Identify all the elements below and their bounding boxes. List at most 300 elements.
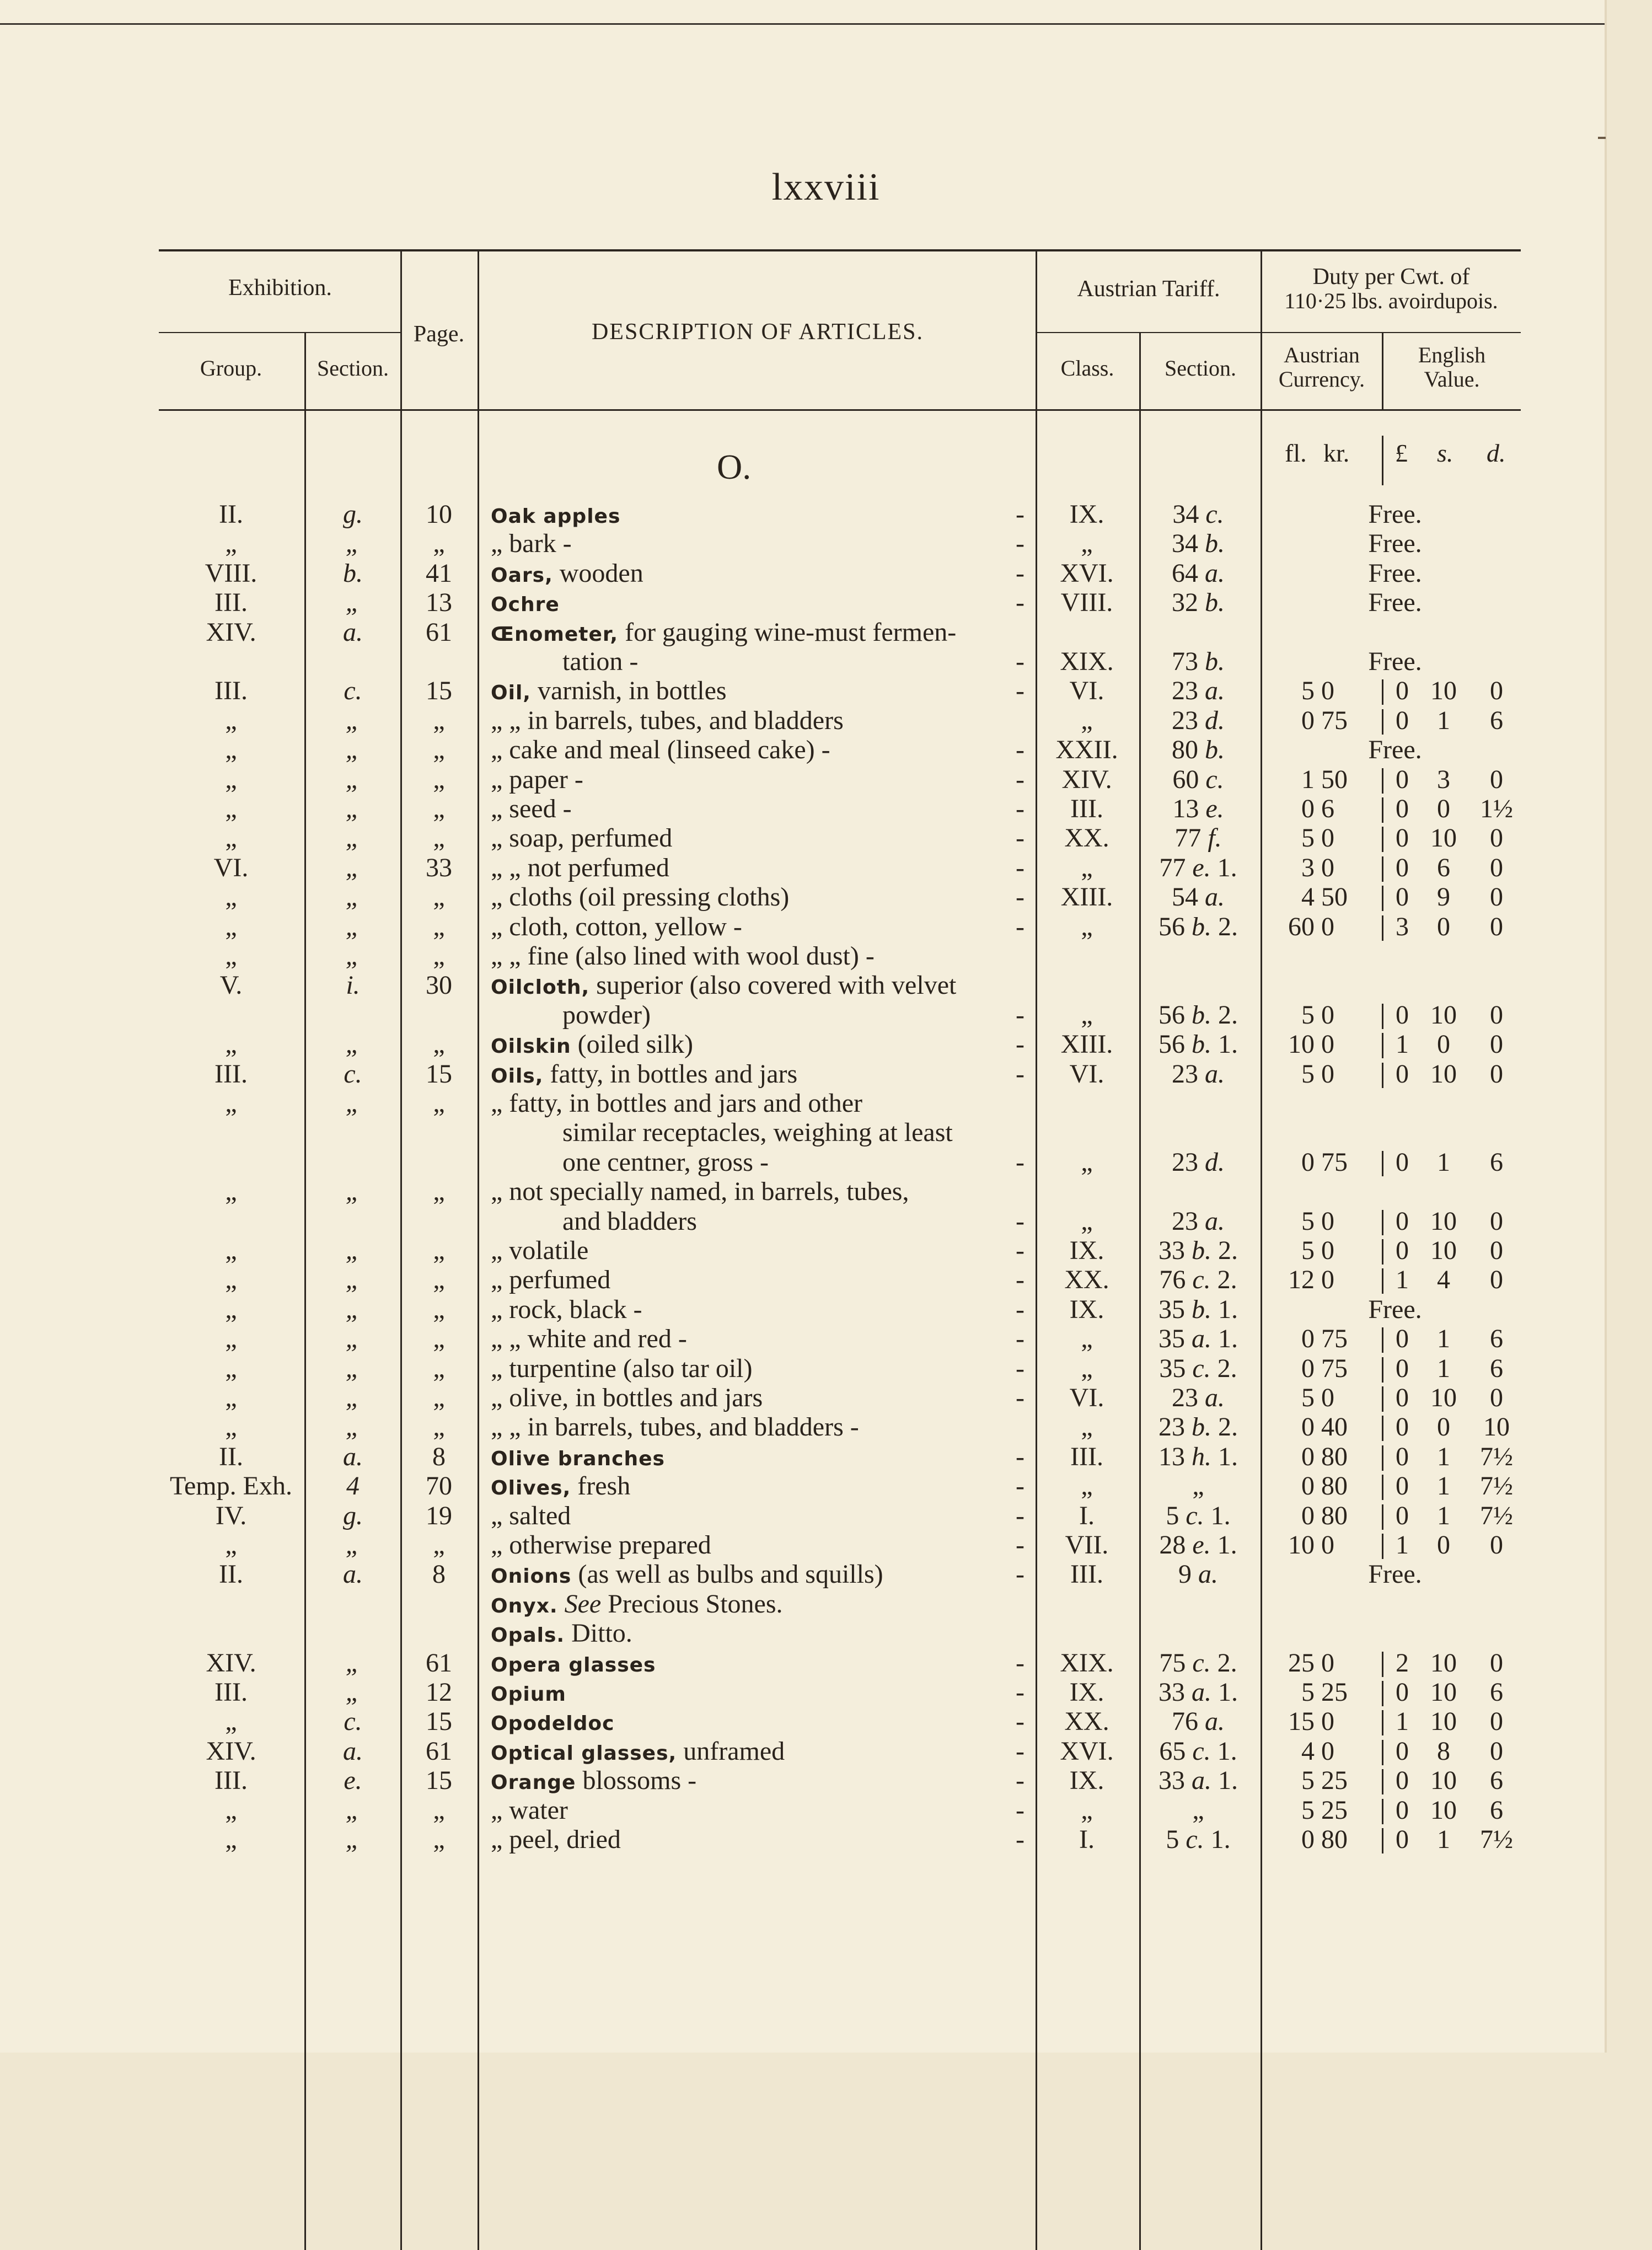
row-description bbox=[491, 1413, 1042, 1441]
leader-dashes: - bbox=[1016, 529, 1026, 559]
article-detail: „ „ in barrels, tubes, and bladders - bbox=[491, 1412, 859, 1442]
value-pence: 0 bbox=[1490, 882, 1503, 912]
row-page: „ bbox=[433, 941, 445, 971]
row-group: IV. bbox=[215, 1501, 247, 1530]
table-row bbox=[0, 1296, 1652, 1324]
value-pence: 0 bbox=[1490, 1236, 1503, 1265]
row-section: a. bbox=[343, 1560, 363, 1589]
currency-divider bbox=[1382, 915, 1383, 941]
row-group: V. bbox=[219, 971, 243, 1000]
duty-free-label: Free. bbox=[1368, 735, 1422, 765]
table-row bbox=[0, 736, 1652, 764]
row-tariff-section: 23 a. bbox=[1172, 1206, 1225, 1236]
row-class: IX. bbox=[1069, 500, 1104, 529]
table-row bbox=[0, 589, 1652, 617]
row-page: „ bbox=[433, 1265, 445, 1295]
row-group: „ bbox=[225, 1177, 237, 1207]
row-tariff-section: 33 a. 1. bbox=[1158, 1766, 1238, 1796]
header-class: Class. bbox=[1060, 356, 1114, 381]
duty-free-label: Free. bbox=[1368, 500, 1422, 529]
duty-subrule bbox=[1262, 332, 1521, 333]
table-row bbox=[0, 1413, 1652, 1441]
row-tariff-section: 23 d. bbox=[1172, 705, 1225, 735]
leader-dashes: - bbox=[1016, 764, 1026, 794]
row-group: „ bbox=[225, 705, 237, 735]
leader-dashes: - bbox=[1016, 823, 1026, 853]
row-page: „ bbox=[433, 1383, 445, 1412]
duty-florins: 0 bbox=[1301, 1353, 1315, 1383]
article-detail: for gauging wine-must fermen- bbox=[625, 617, 957, 647]
duty-florins: 5 bbox=[1301, 1000, 1315, 1030]
value-shillings: 1 bbox=[1437, 705, 1450, 735]
header-duty-line1: Duty per Cwt. of bbox=[1312, 264, 1470, 290]
row-section: „ bbox=[345, 912, 361, 941]
row-section: „ bbox=[345, 823, 361, 853]
duty-free-label: Free. bbox=[1368, 558, 1422, 588]
row-group: „ bbox=[225, 529, 237, 559]
row-page: „ bbox=[433, 1530, 445, 1560]
row-section: „ bbox=[345, 1648, 361, 1678]
row-page: 15 bbox=[426, 676, 452, 706]
currency-divider bbox=[1382, 768, 1383, 794]
article-name: Opium bbox=[491, 1683, 566, 1706]
leader-dashes: - bbox=[1016, 1825, 1026, 1854]
table-row bbox=[0, 1325, 1652, 1353]
currency-divider bbox=[1382, 679, 1383, 705]
currency-divider bbox=[1382, 1445, 1383, 1471]
duty-florins: 5 bbox=[1301, 823, 1315, 853]
value-shillings: 10 bbox=[1430, 1206, 1457, 1236]
article-detail: varnish, in bottles bbox=[537, 676, 727, 706]
row-class: I. bbox=[1079, 1825, 1095, 1854]
article-detail: „ perfumed bbox=[491, 1265, 611, 1295]
leader-dashes: - bbox=[1016, 1707, 1026, 1737]
value-pounds: 1 bbox=[1396, 1265, 1409, 1295]
value-shillings: 10 bbox=[1430, 1795, 1457, 1825]
row-page: „ bbox=[433, 912, 445, 941]
value-pence: 6 bbox=[1490, 1766, 1503, 1796]
row-class: „ bbox=[1081, 1412, 1093, 1442]
leader-dashes: - bbox=[1016, 853, 1026, 882]
row-section: „ bbox=[345, 1177, 361, 1207]
article-detail: (as well as bulbs and squills) bbox=[578, 1560, 883, 1589]
value-pounds: 0 bbox=[1396, 823, 1409, 853]
article-name: Opodeldoc bbox=[491, 1712, 615, 1735]
row-page: 70 bbox=[426, 1471, 452, 1501]
header-page: Page. bbox=[413, 322, 465, 347]
value-shillings: 10 bbox=[1430, 1707, 1457, 1737]
value-pounds: 1 bbox=[1396, 1530, 1409, 1560]
row-section: „ bbox=[345, 1030, 361, 1059]
header-group: Group. bbox=[200, 356, 262, 381]
leader-dashes: - bbox=[1016, 1736, 1026, 1766]
value-shillings: 10 bbox=[1430, 1059, 1457, 1089]
table-row bbox=[0, 913, 1652, 941]
table-row bbox=[0, 1031, 1652, 1058]
row-tariff-section: 76 a. bbox=[1172, 1707, 1225, 1737]
row-group: „ bbox=[225, 1412, 237, 1442]
value-pounds: 0 bbox=[1396, 1678, 1409, 1707]
value-pence: 10 bbox=[1483, 1412, 1510, 1442]
table-row bbox=[0, 1090, 1652, 1117]
row-class: XIII. bbox=[1060, 1030, 1113, 1059]
duty-florins: 4 bbox=[1301, 1736, 1315, 1766]
table-row bbox=[0, 1649, 1652, 1677]
row-tariff-section: 5 c. 1. bbox=[1166, 1825, 1231, 1854]
currency-divider bbox=[1382, 709, 1383, 735]
leader-dashes: - bbox=[1016, 1560, 1026, 1589]
value-pounds: 0 bbox=[1396, 1795, 1409, 1825]
table-row bbox=[0, 560, 1652, 587]
row-section: a. bbox=[343, 1442, 363, 1471]
row-group: III. bbox=[214, 1766, 248, 1796]
duty-kreuzer: 0 bbox=[1321, 1736, 1334, 1766]
duty-kreuzer: 25 bbox=[1321, 1795, 1348, 1825]
unit-shillings: s. bbox=[1437, 439, 1453, 467]
row-tariff-section: 23 b. 2. bbox=[1158, 1412, 1238, 1442]
row-tariff-section: 35 c. 2. bbox=[1159, 1353, 1237, 1383]
value-shillings: 8 bbox=[1437, 1736, 1450, 1766]
row-section: c. bbox=[344, 676, 362, 706]
row-group: „ bbox=[225, 1795, 237, 1825]
row-page: 61 bbox=[426, 1736, 452, 1766]
row-page: 15 bbox=[426, 1707, 452, 1737]
row-class: VI. bbox=[1069, 1059, 1104, 1089]
leader-dashes: - bbox=[1016, 676, 1026, 706]
duty-free-label: Free. bbox=[1368, 647, 1422, 676]
row-group: „ bbox=[225, 1825, 237, 1854]
row-tariff-section: 9 a. bbox=[1178, 1560, 1218, 1589]
article-name: Oars, bbox=[491, 564, 553, 587]
leader-dashes: - bbox=[1016, 1648, 1026, 1678]
value-pence: 0 bbox=[1490, 853, 1503, 882]
duty-kreuzer: 0 bbox=[1321, 853, 1334, 882]
currency-divider bbox=[1382, 1769, 1383, 1794]
value-shillings: 6 bbox=[1437, 853, 1450, 882]
row-class: „ bbox=[1081, 1471, 1093, 1501]
article-detail: „ seed - bbox=[491, 794, 572, 823]
leader-dashes: - bbox=[1016, 1471, 1026, 1501]
currency-divider bbox=[1382, 1268, 1383, 1294]
leader-dashes: - bbox=[1016, 1442, 1026, 1471]
article-detail: „ fatty, in bottles and jars and other bbox=[491, 1089, 863, 1118]
row-tariff-section: 64 a. bbox=[1172, 558, 1225, 588]
row-section: „ bbox=[345, 1412, 361, 1442]
currency-divider bbox=[1382, 1828, 1383, 1853]
duty-kreuzer: 0 bbox=[1321, 912, 1334, 941]
row-tariff-section: 13 e. bbox=[1172, 794, 1224, 823]
row-section: „ bbox=[345, 1236, 361, 1265]
row-group: II. bbox=[219, 500, 243, 529]
duty-kreuzer: 0 bbox=[1321, 1000, 1334, 1030]
article-detail: one centner, gross - bbox=[562, 1147, 769, 1177]
value-shillings: 1 bbox=[1437, 1471, 1450, 1501]
duty-florins: 15 bbox=[1288, 1707, 1315, 1737]
duty-florins: 10 bbox=[1288, 1030, 1315, 1059]
row-class: XIII. bbox=[1060, 882, 1113, 912]
row-tariff-section: 65 c. 1. bbox=[1159, 1736, 1237, 1766]
row-class: III. bbox=[1070, 1442, 1103, 1471]
leader-dashes: - bbox=[1016, 1059, 1026, 1089]
value-pence: 0 bbox=[1490, 1265, 1503, 1295]
table-row bbox=[0, 795, 1652, 823]
leader-dashes: - bbox=[1016, 647, 1026, 676]
row-page: „ bbox=[433, 1030, 445, 1059]
row-section: „ bbox=[345, 529, 361, 559]
value-shillings: 0 bbox=[1437, 912, 1450, 941]
unit-pence: d. bbox=[1487, 439, 1506, 467]
duty-florins: 0 bbox=[1301, 1412, 1315, 1442]
duty-kreuzer: 0 bbox=[1321, 1059, 1334, 1089]
row-section: „ bbox=[345, 705, 361, 735]
table-row bbox=[0, 1443, 1652, 1471]
duty-free-label: Free. bbox=[1368, 588, 1422, 618]
row-page: 10 bbox=[426, 500, 452, 529]
value-pounds: 0 bbox=[1396, 1000, 1409, 1030]
value-pounds: 0 bbox=[1396, 1501, 1409, 1530]
value-pence: 6 bbox=[1490, 1147, 1503, 1177]
table-row bbox=[0, 766, 1652, 794]
row-page: „ bbox=[433, 1324, 445, 1354]
row-group: „ bbox=[225, 1265, 237, 1295]
table-row bbox=[0, 824, 1652, 852]
article-detail: „ bark - bbox=[491, 529, 572, 559]
row-group: „ bbox=[225, 941, 237, 971]
value-pence: 6 bbox=[1490, 1353, 1503, 1383]
row-tariff-section: 33 a. 1. bbox=[1158, 1678, 1238, 1707]
value-pounds: 2 bbox=[1396, 1648, 1409, 1678]
leader-dashes: - bbox=[1016, 1236, 1026, 1265]
row-group: „ bbox=[225, 1353, 237, 1383]
value-pounds: 0 bbox=[1396, 764, 1409, 794]
duty-kreuzer: 0 bbox=[1321, 1030, 1334, 1059]
table-row bbox=[0, 1531, 1652, 1559]
duty-kreuzer: 80 bbox=[1321, 1825, 1348, 1854]
article-detail: „ „ fine (also lined with wool dust) - bbox=[491, 941, 875, 971]
duty-kreuzer: 0 bbox=[1321, 1265, 1334, 1295]
row-tariff-section: 35 b. 1. bbox=[1158, 1294, 1238, 1324]
currency-divider bbox=[1382, 1004, 1383, 1029]
row-tariff-section: 54 a. bbox=[1172, 882, 1225, 912]
row-description bbox=[491, 1119, 1114, 1147]
row-group: „ bbox=[225, 794, 237, 823]
article-name: Oilcloth, bbox=[491, 976, 590, 999]
row-group: II. bbox=[219, 1442, 243, 1471]
duty-florins: 5 bbox=[1301, 1766, 1315, 1796]
row-class: „ bbox=[1081, 912, 1093, 941]
article-detail: tation - bbox=[562, 647, 639, 676]
duty-kreuzer: 25 bbox=[1321, 1766, 1348, 1796]
table-row bbox=[0, 707, 1652, 735]
row-section: „ bbox=[345, 1383, 361, 1412]
value-pence: 0 bbox=[1490, 764, 1503, 794]
article-detail: (oiled silk) bbox=[577, 1030, 693, 1059]
row-class: „ bbox=[1081, 1353, 1093, 1383]
value-pence: 0 bbox=[1490, 1648, 1503, 1678]
leader-dashes: - bbox=[1016, 735, 1026, 765]
value-pence: 0 bbox=[1490, 1736, 1503, 1766]
value-pence: 6 bbox=[1490, 705, 1503, 735]
header-duty-line2: 110·25 lbs. avoirdupois. bbox=[1284, 288, 1498, 313]
row-page: „ bbox=[433, 1825, 445, 1854]
table-top-rule bbox=[159, 249, 1521, 251]
duty-florins: 0 bbox=[1301, 1442, 1315, 1471]
duty-florins: 25 bbox=[1288, 1648, 1315, 1678]
table-row bbox=[0, 1149, 1652, 1176]
article-name: Onions bbox=[491, 1565, 572, 1588]
row-section: „ bbox=[345, 1530, 361, 1560]
article-detail: „ cake and meal (linseed cake) - bbox=[491, 735, 830, 765]
row-tariff-section: 34 c. bbox=[1172, 500, 1224, 529]
leader-dashes: - bbox=[1016, 1353, 1026, 1383]
leader-dashes: - bbox=[1016, 794, 1026, 823]
header-exhibition: Exhibition. bbox=[228, 275, 332, 301]
value-pounds: 1 bbox=[1396, 1707, 1409, 1737]
table-row bbox=[0, 501, 1652, 528]
value-shillings: 1 bbox=[1437, 1825, 1450, 1854]
value-pence: 7½ bbox=[1480, 1501, 1513, 1530]
row-section: „ bbox=[345, 794, 361, 823]
duty-florins: 0 bbox=[1301, 1147, 1315, 1177]
table-row bbox=[0, 1355, 1652, 1383]
row-section: „ bbox=[345, 1294, 361, 1324]
table-row bbox=[0, 1119, 1652, 1147]
unit-fl: fl. bbox=[1285, 439, 1307, 467]
table-row bbox=[0, 1738, 1652, 1765]
article-detail: „ cloths (oil pressing cloths) bbox=[491, 882, 790, 912]
row-class: „ bbox=[1081, 1324, 1093, 1354]
article-detail: wooden bbox=[559, 558, 643, 588]
row-page: „ bbox=[433, 882, 445, 912]
table-row bbox=[0, 883, 1652, 911]
header-section: Section. bbox=[317, 356, 389, 381]
row-section: g. bbox=[343, 1501, 363, 1530]
row-class: VIII. bbox=[1060, 588, 1113, 618]
row-page: „ bbox=[433, 1236, 445, 1265]
row-group: „ bbox=[225, 764, 237, 794]
table-row bbox=[0, 1178, 1652, 1206]
row-class: XXII. bbox=[1055, 735, 1118, 765]
duty-kreuzer: 75 bbox=[1321, 1147, 1348, 1177]
row-tariff-section: 28 e. 1. bbox=[1159, 1530, 1237, 1560]
page-number: lxxviii bbox=[771, 166, 881, 208]
row-page: „ bbox=[433, 529, 445, 559]
duty-florins: 1 bbox=[1301, 764, 1315, 794]
unit-pound: £ bbox=[1395, 439, 1408, 467]
value-pounds: 1 bbox=[1396, 1030, 1409, 1059]
header-description: DESCRIPTION OF ARTICLES. bbox=[591, 319, 924, 345]
header-austrian-currency-1: Austrian bbox=[1284, 342, 1360, 367]
value-pence: 0 bbox=[1490, 1030, 1503, 1059]
row-section: c. bbox=[344, 1059, 362, 1089]
leader-dashes: - bbox=[1016, 558, 1026, 588]
value-pence: 0 bbox=[1490, 823, 1503, 853]
duty-kreuzer: 80 bbox=[1321, 1442, 1348, 1471]
leader-dashes: - bbox=[1016, 588, 1026, 618]
row-tariff-section: „ bbox=[1192, 1795, 1204, 1825]
value-pence: 0 bbox=[1490, 1383, 1503, 1412]
row-section: „ bbox=[345, 882, 361, 912]
article-detail: powder) bbox=[562, 1000, 651, 1030]
value-pence: 6 bbox=[1490, 1678, 1503, 1707]
header-english-value-1: English bbox=[1418, 342, 1486, 367]
value-pounds: 0 bbox=[1396, 882, 1409, 912]
duty-kreuzer: 0 bbox=[1321, 1648, 1334, 1678]
value-pence: 6 bbox=[1490, 1795, 1503, 1825]
row-tariff-section: 23 a. bbox=[1172, 1059, 1225, 1089]
top-rule bbox=[0, 23, 1605, 25]
article-name: Olive branches bbox=[491, 1447, 665, 1470]
table-row bbox=[0, 648, 1652, 676]
leader-dashes: - bbox=[1016, 1000, 1026, 1030]
table-row bbox=[0, 1208, 1652, 1235]
value-pounds: 0 bbox=[1396, 1442, 1409, 1471]
table-row bbox=[0, 854, 1652, 882]
table-row bbox=[0, 1826, 1652, 1853]
value-pence: 0 bbox=[1490, 1059, 1503, 1089]
duty-florins: 0 bbox=[1301, 1324, 1315, 1354]
row-class: XIX. bbox=[1060, 1648, 1114, 1678]
article-name: Olives, bbox=[491, 1477, 571, 1500]
row-page: 41 bbox=[426, 558, 452, 588]
duty-florins: 4 bbox=[1301, 882, 1315, 912]
currency-divider bbox=[1382, 1681, 1383, 1706]
duty-kreuzer: 75 bbox=[1321, 1324, 1348, 1354]
row-group: XIV. bbox=[206, 1736, 256, 1766]
header-bottom-rule bbox=[159, 409, 1521, 411]
duty-free-label: Free. bbox=[1368, 529, 1422, 559]
row-section: „ bbox=[345, 588, 361, 618]
currency-divider bbox=[1382, 797, 1383, 823]
article-detail: similar receptacles, weighing at least bbox=[562, 1118, 953, 1148]
leader-dashes: - bbox=[1016, 882, 1026, 912]
article-detail: superior (also covered with velvet bbox=[596, 971, 957, 1000]
value-pounds: 0 bbox=[1396, 1383, 1409, 1412]
duty-florins: 5 bbox=[1301, 1206, 1315, 1236]
row-section: 4 bbox=[346, 1471, 360, 1501]
leader-dashes: - bbox=[1016, 912, 1026, 941]
currency-divider bbox=[1382, 1386, 1383, 1412]
row-description bbox=[491, 1620, 1042, 1649]
duty-kreuzer: 80 bbox=[1321, 1501, 1348, 1530]
value-pence: 7½ bbox=[1480, 1825, 1513, 1854]
row-group: VIII. bbox=[205, 558, 258, 588]
row-description bbox=[491, 1590, 1042, 1620]
value-pence: 0 bbox=[1490, 1530, 1503, 1560]
row-section: „ bbox=[345, 735, 361, 765]
row-tariff-section: 35 a. 1. bbox=[1158, 1324, 1238, 1354]
row-description bbox=[491, 707, 1042, 735]
row-class: XX. bbox=[1064, 1707, 1109, 1737]
table-row bbox=[0, 1620, 1652, 1647]
row-page: „ bbox=[433, 1294, 445, 1324]
value-shillings: 3 bbox=[1437, 764, 1450, 794]
article-detail: „ otherwise prepared bbox=[491, 1530, 711, 1560]
header-english-value-2: Value. bbox=[1424, 367, 1480, 392]
duty-kreuzer: 0 bbox=[1321, 1206, 1334, 1236]
row-group: „ bbox=[225, 1236, 237, 1265]
value-shillings: 1 bbox=[1437, 1353, 1450, 1383]
value-shillings: 10 bbox=[1430, 823, 1457, 853]
row-page: 8 bbox=[432, 1442, 446, 1471]
duty-kreuzer: 25 bbox=[1321, 1678, 1348, 1707]
row-section: „ bbox=[345, 764, 361, 794]
article-detail: „ peel, dried bbox=[491, 1825, 621, 1854]
article-detail: unframed bbox=[683, 1736, 785, 1766]
value-pounds: 0 bbox=[1396, 705, 1409, 735]
value-pounds: 0 bbox=[1396, 1206, 1409, 1236]
article-detail: „ water bbox=[491, 1795, 568, 1825]
